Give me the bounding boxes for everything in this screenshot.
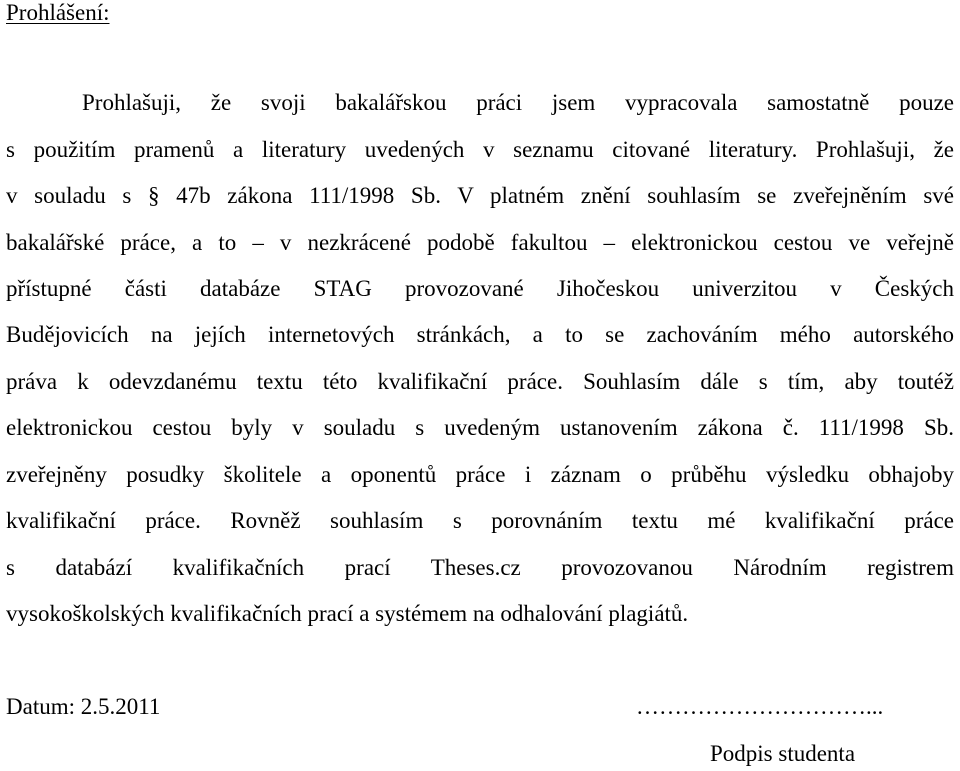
declaration-heading: Prohlášení:: [6, 0, 110, 25]
paragraph-line: přístupné části databáze STAG provozované Jihočeskou univerzitou v Českých: [6, 276, 954, 301]
signature-dots: …………………………...: [636, 694, 884, 719]
paragraph-line: práva k odevzdanému textu této kvalifikační práce. Souhlasím dále s tím, aby toutéž: [6, 369, 954, 394]
paragraph-line: bakalářské práce, a to – v nezkrácené podobě fakultou – elektronickou cestou ve veřejně: [6, 230, 954, 255]
paragraph-line: v souladu s § 47b zákona 111/1998 Sb. V platném znění souhlasím se zveřejněním své: [6, 183, 954, 208]
paragraph-line: s databází kvalifikačních prací Theses.cz provozovanou Národním registrem: [6, 555, 954, 580]
paragraph-line: elektronickou cestou byly v souladu s uvedeným ustanovením zákona č. 111/1998 Sb.: [6, 415, 954, 440]
paragraph-line: kvalifikační práce. Rovněž souhlasím s porovnáním textu mé kvalifikační práce: [6, 508, 954, 533]
paragraph-line: Budějovicích na jejích internetových stránkách, a to se zachováním mého autorského: [6, 322, 954, 347]
paragraph-line: s použitím pramenů a literatury uvedených v seznamu citované literatury. Prohlašuji, že: [6, 137, 954, 162]
date-line: Datum: 2.5.2011: [6, 694, 161, 719]
paragraph-line: vysokoškolských kvalifikačních prací a systémem na odhalování plagiátů.: [6, 601, 689, 626]
paragraph-line: zveřejněny posudky školitele a oponentů práce i záznam o průběhu výsledku obhajoby: [6, 462, 954, 487]
paragraph-line: Prohlašuji, že svoji bakalářskou práci jsem vypracovala samostatně pouze: [82, 90, 954, 115]
signature-label: Podpis studenta: [710, 741, 856, 766]
